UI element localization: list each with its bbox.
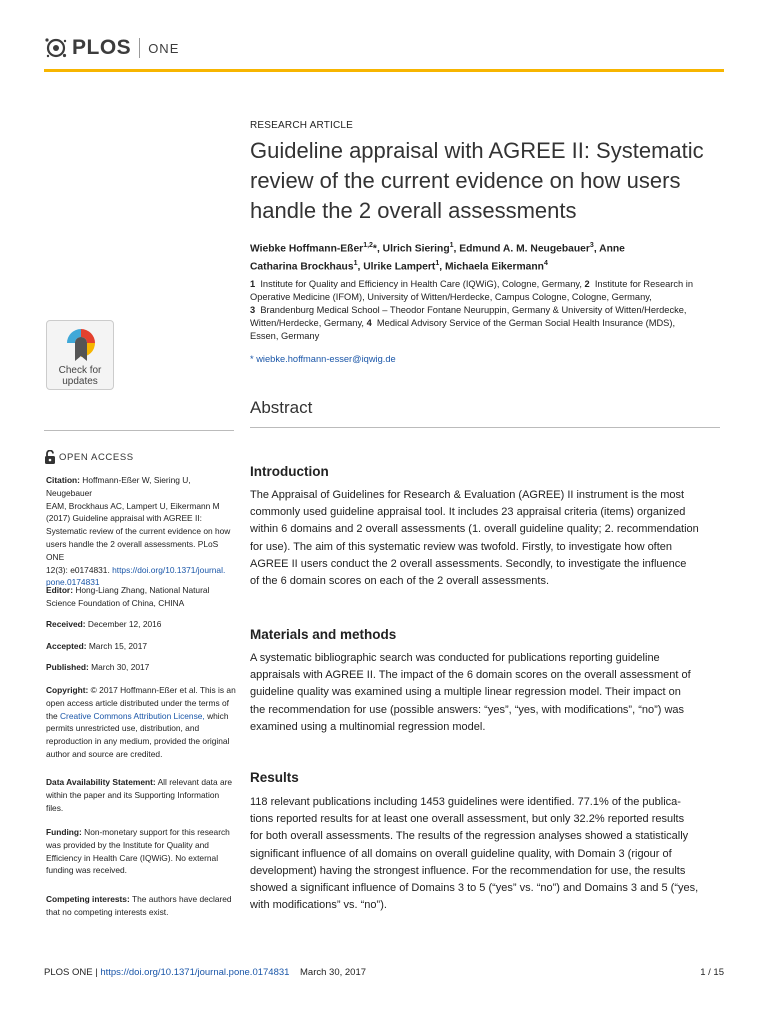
data-availability-line: files. [46, 802, 64, 813]
copyright-line: permits unrestricted use, distribution, and [46, 723, 200, 734]
plos-one-logo [44, 36, 179, 60]
data-availability-line: within the paper and its Supporting Information [46, 789, 220, 800]
plos-logo-icon [44, 36, 68, 60]
citation-line: 12(3): e0174831. [46, 564, 110, 575]
citation-block [46, 474, 236, 589]
funding-line: Non-monetary support for this research [84, 827, 230, 837]
affiliation-line: 3 Brandenburg Medical School – Theodor Fontane Neuruppin, Germany & University of Witten/Herdecke, [250, 305, 687, 315]
received-date: December 12, 2016 [87, 619, 162, 629]
copyright-line: which [207, 710, 229, 721]
author-affil: 1,2 [363, 242, 373, 249]
author-name-second-part[interactable]: Catharina Brockhaus [250, 261, 354, 273]
citation-line: EAM, Brockhaus AC, Lampert U, Eikermann M [46, 500, 220, 511]
author-affil: 1 [353, 260, 358, 268]
section-heading-introduction: Introduction [250, 464, 329, 479]
corresponding-mark: * [372, 243, 377, 255]
published-date: March 30, 2017 [91, 662, 150, 672]
header-rule [44, 69, 724, 72]
competing-interests-line: that no competing interests exist. [46, 906, 169, 917]
text-line: showed a significant influence of Domains 3 to 5 (“yes” vs. “no”) and Domains 3 and 5 (“yes, [250, 882, 699, 895]
funding-block [46, 826, 236, 877]
text-line: 118 relevant publications including 1453 guidelines were identified. 77.1% of the publica- [250, 796, 681, 808]
published-label: Published: [46, 662, 89, 672]
text-line: commonly used guideline appraisal tool. It includes 23 appraisal criteria (items) organized [250, 506, 686, 519]
received-block [46, 618, 236, 631]
text-line: within 6 domains and 2 overall assessments (1. overall guideline quality; 2. recommendation [250, 523, 699, 536]
affiliation-line: Witten/Herdecke, Germany, 4 Medical Advisory Service of the German Social Health Insurance (MDS), [250, 318, 676, 328]
author-line: Catharina Brockhaus$^1$, Ulrike Lampert$^1$, Michaela Eikermann$^4$ [250, 260, 548, 273]
section-body-methods [250, 650, 720, 736]
copyright-label: Copyright: [46, 685, 89, 695]
affil-num: 2 [584, 279, 590, 289]
editor-label: Editor: [46, 585, 73, 595]
text-line: The Appraisal of Guidelines for Research & Evaluation (AGREE) II instrument is the most [250, 489, 685, 501]
text-line: significant influence of all domains on overall guideline quality, with Domain 3 (rigour of [250, 847, 672, 860]
text-line: A systematic bibliographic search was conducted for publications reporting guideline [250, 652, 660, 664]
citation-line: (2017) Guideline appraisal with AGREE II: [46, 513, 202, 524]
section-heading-methods: Materials and methods [250, 627, 397, 642]
author-name-first-part[interactable]: Anne [599, 243, 625, 255]
license-link[interactable]: Creative Commons Attribution License, [59, 710, 205, 721]
affil-text-start: Institute for Research in [594, 279, 694, 289]
affiliations [250, 278, 720, 343]
badge-label [47, 365, 113, 387]
copyright-line: author and source are credited. [46, 748, 163, 759]
footer-journal: PLOS ONE | [44, 967, 98, 978]
affil-num: 3 [250, 305, 256, 315]
citation-line: Hoffmann-Eßer W, Siering U, Neugebauer [46, 475, 191, 498]
affil-text: Institute for Quality and Efficiency in Health Care (IQWiG), Cologne, Germany, [260, 279, 582, 289]
corresponding-email-link[interactable]: * wiebke.hoffmann-esser@iqwig.de [250, 354, 396, 364]
article-title [250, 136, 720, 226]
copyright-line: open access article distributed under the terms of [46, 697, 229, 708]
author-name[interactable]: Edmund A. M. Neugebauer [459, 243, 590, 255]
abstract-heading: Abstract [250, 398, 313, 417]
footer-doi-link[interactable]: https://doi.org/10.1371/journal.pone.0174831 [100, 967, 290, 978]
page-footer [44, 967, 724, 978]
badge-label-line: updates [62, 376, 98, 387]
text-line: AGREE II users conduct the 2 overall assessments. Secondly, to investigate the influence [250, 557, 687, 570]
author-line: Wiebke Hoffmann-Eßer$^{1,2}$*, Ulrich Siering$^1$, Edmund A. M. Neugebauer$^3$, Anne [250, 242, 625, 255]
affiliation-line: Essen, Germany [250, 331, 320, 341]
copyright-line: © 2017 Hoffmann-Eßer et al. This is an [90, 685, 236, 695]
data-availability-label: Data Availability Statement: [46, 777, 156, 787]
published-block [46, 661, 236, 674]
citation-line: Systematic review of the current evidence on how [46, 526, 231, 537]
citation-line: users handle the 2 overall assessments. PLoS ONE [46, 538, 219, 562]
author-name[interactable]: Michaela Eikermann [444, 261, 544, 273]
affiliation-line: Operative Medicine (IFOM), University of Witten/Herdecke, Campus Cologne, Cologne, Germany, [250, 292, 652, 302]
copyright-block [46, 684, 236, 761]
author-affil: 4 [543, 260, 548, 268]
funding-label: Funding: [46, 827, 82, 837]
author-name[interactable]: Ulrich Siering [382, 243, 450, 255]
section-body-results [250, 794, 720, 914]
text-line: with modifications” vs. “no”). [250, 899, 387, 912]
title-line: handle the 2 overall assessments [250, 198, 577, 223]
abstract-divider [250, 427, 720, 428]
title-line: Guideline appraisal with AGREE II: Systematic [250, 138, 704, 163]
logo-divider [139, 38, 140, 58]
text-line: for both overall assessments. The results of the regression analyses showed a statistically [250, 830, 689, 843]
badge-label-line: Check for [58, 365, 102, 376]
data-availability-line: All relevant data are [157, 777, 233, 787]
text-line: the recommendation for use (possible answers: “yes”, “yes, with modifications”, “no”) was [250, 703, 685, 716]
article-type: RESEARCH ARTICLE [250, 120, 354, 131]
section-heading-results: Results [250, 770, 299, 785]
accepted-date: March 15, 2017 [88, 641, 148, 651]
logo-journal-text: ONE [148, 40, 180, 56]
editor-block [46, 584, 236, 610]
affiliation-line [250, 278, 720, 291]
accepted-block [46, 640, 236, 653]
author-affil: 1 [449, 242, 454, 249]
accepted-label: Accepted: [46, 641, 87, 651]
crossmark-icon [65, 327, 97, 363]
open-access-label [44, 450, 134, 464]
text-line: appraisals with AGREE II. The impact of the 6 domain scores on the overall assessment of [250, 669, 691, 682]
author-list [250, 238, 720, 275]
page-number: 1 / 15 [700, 967, 724, 978]
author-name[interactable]: Wiebke Hoffmann-Eßer [250, 243, 364, 255]
copyright-line: reproduction in any medium, provided the original [46, 736, 230, 747]
title-line: review of the current evidence on how users [250, 168, 681, 193]
text-line: examined using a multinomial regression model. [250, 720, 486, 733]
author-name[interactable]: Ulrike Lampert [363, 261, 436, 273]
citation-label: Citation: [46, 475, 80, 485]
received-label: Received: [46, 619, 86, 629]
section-body-introduction [250, 487, 720, 590]
competing-interests-block [46, 893, 236, 919]
open-lock-icon [44, 450, 56, 464]
editor-line: Hong-Liang Zhang, National Natural [75, 585, 210, 595]
author-affil: 3 [589, 242, 594, 249]
author-affil: 1 [435, 260, 440, 268]
logo-plos-text: PLOS [72, 36, 132, 59]
copyright-line: the [46, 710, 58, 721]
text-line: of the 6 domain scores on each of the 2 overall assessments. [250, 575, 549, 588]
funding-line: Efficiency in Health Care (IQWiG). No external [46, 852, 219, 863]
funding-line: funding was received. [46, 865, 128, 876]
editor-line: Science Foundation of China, CHINA [46, 597, 185, 608]
text-line: development) having the strongest influence. For the recommendation for use, the results [250, 864, 686, 877]
funding-line: was provided by the Institute for Quality and [46, 839, 209, 850]
citation-doi-link[interactable]: https://doi.org/10.1371/journal. [112, 564, 226, 575]
competing-interests-label: Competing interests: [46, 894, 130, 904]
footer-date: March 30, 2017 [300, 967, 367, 978]
citation-doi-link[interactable]: pone.0174831 [46, 577, 100, 588]
text-line: tions reported results for at least one overall assessment, but only 32.2% reported results [250, 813, 685, 826]
competing-interests-line: The authors have declared [131, 894, 232, 904]
check-for-updates-badge[interactable] [46, 320, 114, 390]
text-line: guideline quality was examined using a multiple linear regression model. Their impact on [250, 686, 681, 699]
open-access-text: OPEN ACCESS [59, 451, 134, 463]
affil-num: 1 [250, 279, 256, 289]
sidebar-divider [44, 430, 234, 431]
affil-num: 4 [366, 318, 372, 328]
data-availability-block [46, 776, 236, 814]
text-line: for use). The aim of this systematic review was twofold. Firstly, to investigate how often [250, 540, 673, 553]
